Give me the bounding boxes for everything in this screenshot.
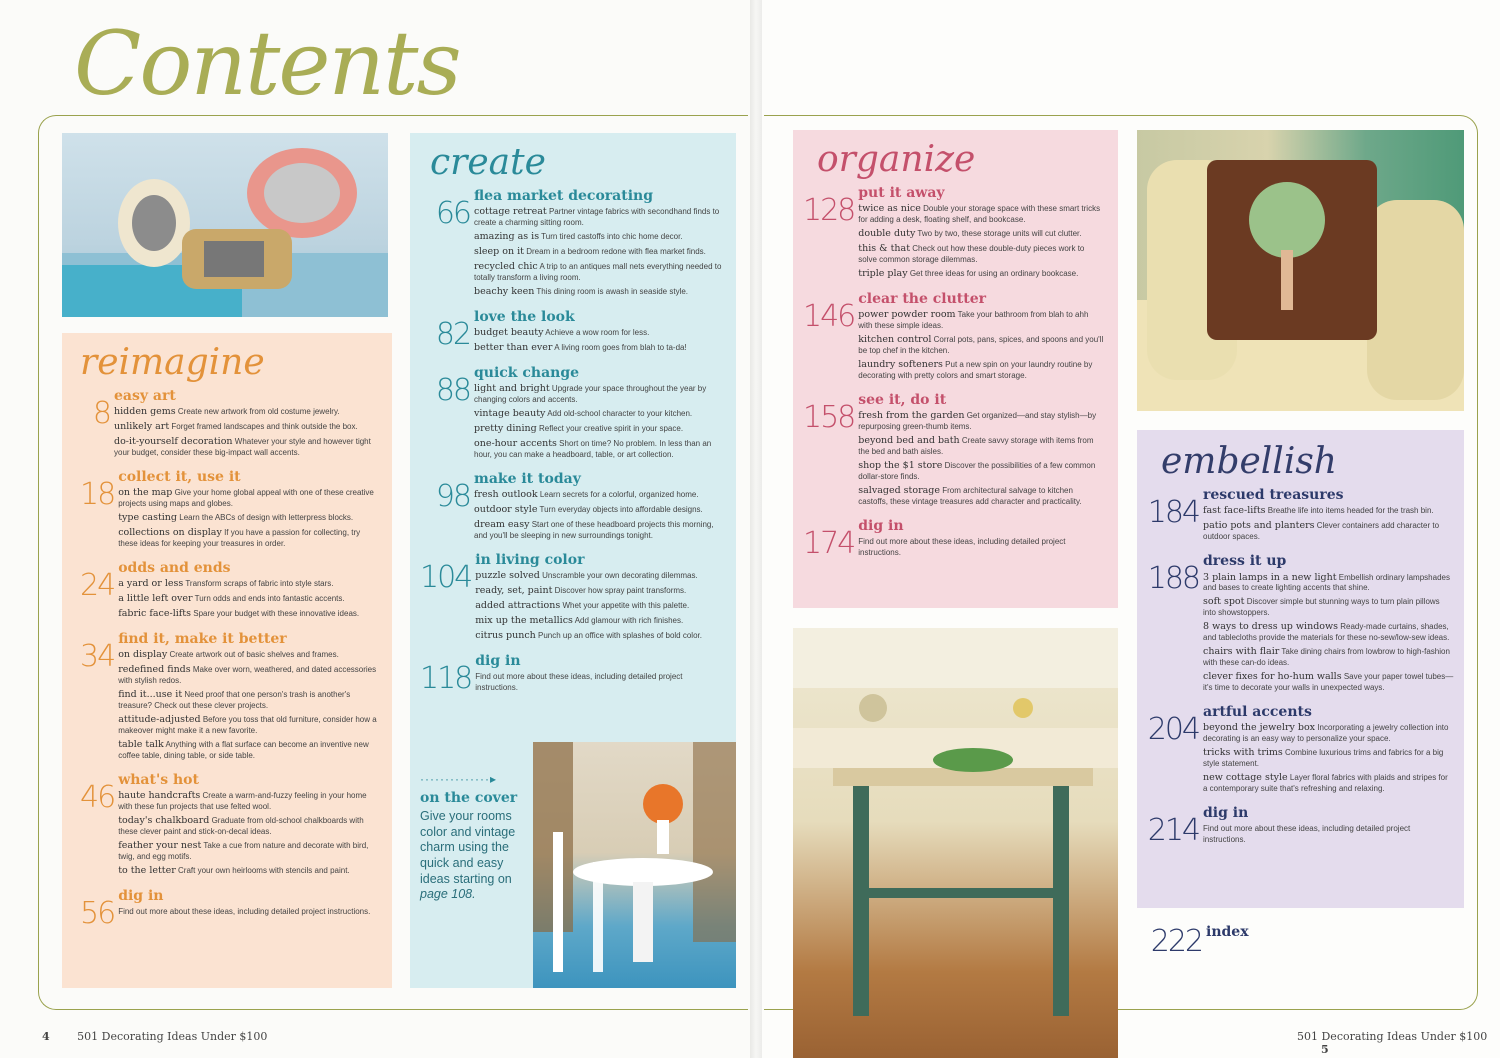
section-organize (793, 130, 1118, 608)
page-number: 158 (803, 399, 855, 435)
entry-title: love the look (474, 308, 575, 325)
entry-item: 3 plain lamps in a new light Embellish ordinary lampshades and bases to create lighting accents that shine. (1203, 571, 1450, 593)
entry-item: cottage retreat Partner vintage fabrics with secondhand finds to create a charming sitting room. (474, 206, 720, 228)
entry-title: dig in (475, 652, 521, 669)
section-embellish (1137, 430, 1464, 908)
toc-entry[interactable] (803, 393, 1104, 510)
entry-item: shop the $1 store Discover the possibilities of a few common dollar-store finds. (858, 460, 1096, 481)
cover-page-ref: page 108. (420, 887, 476, 902)
entry-item: power powder room Take your bathroom from blah to ahh with these simple ideas. (858, 309, 1089, 331)
toc-entry[interactable] (420, 310, 722, 357)
page-number: 184 (1147, 495, 1199, 530)
page-number: 88 (435, 372, 470, 408)
page-number: 34 (80, 639, 115, 675)
entry-item: feather your nest Take a cue from nature and decorate with bird, twig, and egg motifs. (118, 839, 369, 861)
page-number: 128 (803, 193, 855, 228)
entry-item: type casting Learn the ABCs of design with letterpress blocks. (118, 512, 354, 524)
entry-item: double duty Two by two, these storage units will cut clutter. (858, 228, 1082, 240)
book-title-right: 501 Decorating Ideas Under $100 (1297, 1030, 1488, 1043)
toc-entry[interactable] (1147, 806, 1454, 848)
entry-item: do-it-yourself decoration Whatever your style and however tight your budget, consider these big-impact wall accents. (114, 436, 371, 458)
entry-title: clear the clutter (858, 290, 987, 307)
entry-item: pretty dining Reflect your creative spirit in your space. (474, 423, 684, 435)
toc-entry[interactable] (80, 632, 378, 764)
entry-item: vintage beauty Add old-school character to your kitchen. (474, 408, 693, 420)
entry-item: on the map Give your home global appeal with one of these creative projects using maps and globes. (118, 487, 374, 509)
toc-entry[interactable] (1147, 705, 1454, 797)
page-number: 82 (435, 316, 470, 352)
entry-item: twice as nice Double your storage space with these smart tricks for adding a desk, floating shelf, and bookcase. (858, 203, 1101, 225)
entry-title: odds and ends (118, 560, 231, 577)
entry-item: amazing as is Turn tired castoffs into chic home decor. (474, 231, 683, 243)
entry-title: dress it up (1203, 553, 1287, 570)
section-title: embellish (1161, 441, 1337, 482)
jewelry-frames-illustration (62, 133, 388, 317)
entry-item: fabric face-lifts Spare your budget with these innovative ideas. (118, 608, 360, 620)
entry-item: unlikely art Forget framed landscapes and think outside the box. (114, 421, 358, 433)
section-reimagine (62, 333, 392, 988)
page-number: 222 (1150, 924, 1202, 959)
entry-list (1147, 488, 1454, 848)
toc-entry[interactable] (803, 292, 1104, 384)
page-number-left: 4 (42, 1030, 50, 1043)
page-number: 56 (80, 895, 115, 931)
entry-item: new cottage style Layer floral fabrics with plaids and stripes for a contemporary suite that's refreshing and relaxing. (1203, 772, 1448, 793)
entry-item: fast face-lifts Breathe life into items headed for the trash bin. (1203, 505, 1434, 517)
entry-item: sleep on it Dream in a bedroom redone with flea market finds. (474, 246, 706, 258)
entry-item: fresh from the garden Get organized—and stay stylish—by repurposing green-thumb items. (858, 410, 1097, 432)
entry-item: to the letter Craft your own heirlooms with stencils and paint. (118, 864, 350, 876)
entry-item: dream easy Start one of these headboard projects this morning, and you'll be sleeping in new surroundings tonight. (474, 518, 714, 540)
entry-item: salvaged storage From architectural salvage to kitchen castoffs, these vintage treasures add character and practicality. (858, 484, 1082, 506)
entry-item: a yard or less Transform scraps of fabric into style stars. (118, 578, 334, 590)
entry-item: light and bright Upgrade your space throughout the year by changing colors and accents. (474, 383, 707, 405)
entry-item: kitchen control Corral pots, pans, spices, and spoons and you'll be top chef in the kitchen. (858, 334, 1104, 356)
entry-item: patio pots and planters Clever containers add character to outdoor spaces. (1203, 520, 1440, 542)
toc-entry[interactable] (420, 189, 722, 301)
entry-item: hidden gems Create new artwork from old costume jewelry. (114, 406, 340, 418)
entry-item: Find out more about these ideas, including detailed project instructions. (1203, 824, 1411, 845)
entry-title: in living color (475, 551, 585, 568)
entry-title: quick change (474, 364, 580, 381)
entry-item: haute handcrafts Create a warm-and-fuzzy feeling in your home with these fun projects that use felted wool. (118, 790, 367, 812)
entry-item: collections on display If you have a passion for collecting, try these ideas for keeping your treasures in order. (118, 527, 361, 549)
entry-title: easy art (114, 388, 176, 404)
entry-item: puzzle solved Unscramble your own decorating dilemmas. (475, 570, 698, 582)
entry-title: collect it, use it (118, 469, 241, 486)
page-number-right: 5 (1321, 1043, 1329, 1056)
page-gutter (750, 0, 762, 1058)
kitchen-illustration (793, 628, 1118, 1058)
section-title: reimagine (80, 342, 265, 383)
entry-title: dig in (1203, 804, 1249, 821)
photo-button-tree-pillow (1137, 130, 1464, 411)
entry-title: make it today (474, 470, 581, 487)
page-number: 146 (803, 298, 855, 334)
page-number: 104 (420, 559, 472, 595)
entry-item: find it...use it Need proof that one person's trash is another's treasure? Check out these clever projects. (118, 689, 351, 711)
page-title: Contents (66, 20, 468, 108)
entry-item: Find out more about these ideas, including detailed project instructions. (858, 537, 1066, 558)
entry-item: 8 ways to dress up windows Ready-made curtains, shades, and tablecloths provide the materials for these no-sew/low-sew ideas. (1203, 621, 1450, 643)
entry-item: this & that Check out how these double-duty pieces work to solve common storage dilemmas. (858, 243, 1085, 265)
page-number: 46 (80, 779, 115, 815)
cover-text: Give your rooms color and vintage charm using the quick and easy ideas starting on page 108. (420, 809, 516, 902)
page-number: 188 (1147, 561, 1199, 597)
entry-list (80, 389, 378, 929)
entry-item: chairs with flair Take dining chairs from lowbrow to high-fashion with these can-do ideas. (1203, 646, 1450, 668)
toc-entry[interactable] (1147, 554, 1454, 696)
entry-item: a little left over Turn odds and ends into fantastic accents. (118, 593, 345, 605)
page-number: 98 (435, 478, 470, 514)
book-title-left: 501 Decorating Ideas Under $100 (77, 1030, 268, 1043)
toc-entry[interactable] (80, 389, 378, 461)
entry-item: table talk Anything with a flat surface can become an inventive new coffee table, dining table, or side table. (118, 738, 369, 760)
entry-item: fresh outlook Learn secrets for a colorful, organized home. (474, 489, 699, 501)
page-number: 24 (80, 568, 115, 604)
entry-item: budget beauty Achieve a wow room for less. (474, 327, 650, 339)
entry-title: put it away (858, 185, 945, 201)
toc-entry[interactable] (80, 889, 378, 929)
entry-title: what's hot (118, 771, 199, 788)
entry-title: find it, make it better (118, 631, 287, 648)
entry-title: dig in (858, 517, 904, 534)
entry-item: better than ever A living room goes from blah to ta-da! (474, 342, 687, 354)
entry-item: ready, set, paint Discover how spray paint transforms. (475, 585, 687, 597)
toc-entry[interactable] (80, 773, 378, 880)
entry-list (420, 189, 722, 696)
page-number: 214 (1147, 812, 1199, 848)
entry-item: beyond bed and bath Create savvy storage with items from the bed and bath aisles. (858, 435, 1094, 457)
toc-entry[interactable] (1147, 488, 1454, 545)
toc-entry[interactable] (420, 472, 722, 544)
entry-item: beyond the jewelry box Incorporating a jewelry collection into decorating is an easy way to personalize your space. (1203, 722, 1449, 744)
entry-item: citrus punch Punch up an office with splashes of bold color. (475, 629, 702, 641)
toc-entry[interactable] (420, 654, 722, 696)
dining-room-illustration (533, 742, 736, 988)
entry-title: flea market decorating (474, 188, 653, 204)
photo-jewelry-frames (62, 133, 388, 317)
entry-title: dig in (118, 887, 164, 904)
entry-item: soft spot Discover simple but stunning ways to turn plain pillows into showstoppers. (1203, 596, 1440, 618)
entry-title: index (1206, 924, 1249, 940)
toc-entry[interactable] (420, 366, 722, 463)
entry-list (803, 186, 1104, 561)
entry-item: Find out more about these ideas, including detailed project instructions. (118, 907, 371, 917)
footer-left (42, 1030, 267, 1043)
entry-item: tricks with trims Combine luxurious trims and fabrics for a big style statement. (1203, 747, 1444, 769)
entry-title: rescued treasures (1203, 487, 1344, 503)
cover-label: on the cover (420, 790, 518, 806)
page-number: 18 (80, 477, 115, 513)
entry-title: artful accents (1203, 703, 1312, 720)
entry-item: today's chalkboard Graduate from old-school chalkboards with these clever paint and stick-on-decal ideas. (118, 815, 364, 836)
page-number: 204 (1147, 711, 1199, 747)
page-number: 66 (435, 196, 470, 231)
section-title: organize (817, 139, 976, 180)
entry-item: on display Create artwork out of basic shelves and frames. (118, 649, 339, 661)
page-number: 174 (803, 525, 855, 561)
toc-entry[interactable] (803, 519, 1104, 561)
entry-item: attitude-adjusted Before you toss that old furniture, consider how a makeover might make it a new favorite. (118, 714, 377, 735)
entry-item: redefined finds Make over worn, weathered, and dated accessories with stylish redos. (118, 664, 377, 686)
photo-dining-room (533, 742, 736, 988)
entry-title: see it, do it (858, 391, 947, 408)
entry-item: clever fixes for ho-hum walls Save your paper towel tubes—it's time to decorate your walls in unexpected ways. (1203, 671, 1454, 692)
page-number: 118 (420, 660, 472, 696)
entry-item: beachy keen This dining room is awash in seaside style. (474, 285, 689, 297)
section-title: create (430, 142, 546, 183)
toc-entry[interactable] (803, 186, 1104, 283)
pillow-illustration (1137, 130, 1464, 411)
dotted-arrow-icon: ··············▸ (420, 772, 497, 786)
photo-kitchen-island (793, 628, 1118, 1058)
entry-item: outdoor style Turn everyday objects into affordable designs. (474, 504, 703, 516)
toc-entry[interactable] (80, 561, 378, 623)
toc-entry[interactable] (80, 470, 378, 552)
toc-entry[interactable] (420, 553, 722, 645)
entry-item: mix up the metallics Add glamour with rich finishes. (475, 614, 684, 626)
page-number: 8 (92, 396, 110, 431)
entry-item: Find out more about these ideas, including detailed project instructions. (475, 671, 683, 692)
on-the-cover (420, 772, 528, 903)
entry-item: added attractions Whet your appetite with this palette. (475, 599, 690, 611)
entry-item: laundry softeners Put a new spin on your laundry routine by decorating with pretty colors and smart storage. (858, 359, 1093, 380)
entry-item: triple play Get three ideas for using an ordinary bookcase. (858, 268, 1079, 280)
toc-entry-index[interactable] (1150, 925, 1249, 957)
footer-right (1297, 1030, 1500, 1056)
entry-item: recycled chic A trip to an antiques mall nets everything needed to totally transform a living room. (474, 261, 722, 282)
entry-item: one-hour accents Short on time? No problem. In less than an hour, you can make a headboard, table, or art collection. (474, 437, 712, 459)
